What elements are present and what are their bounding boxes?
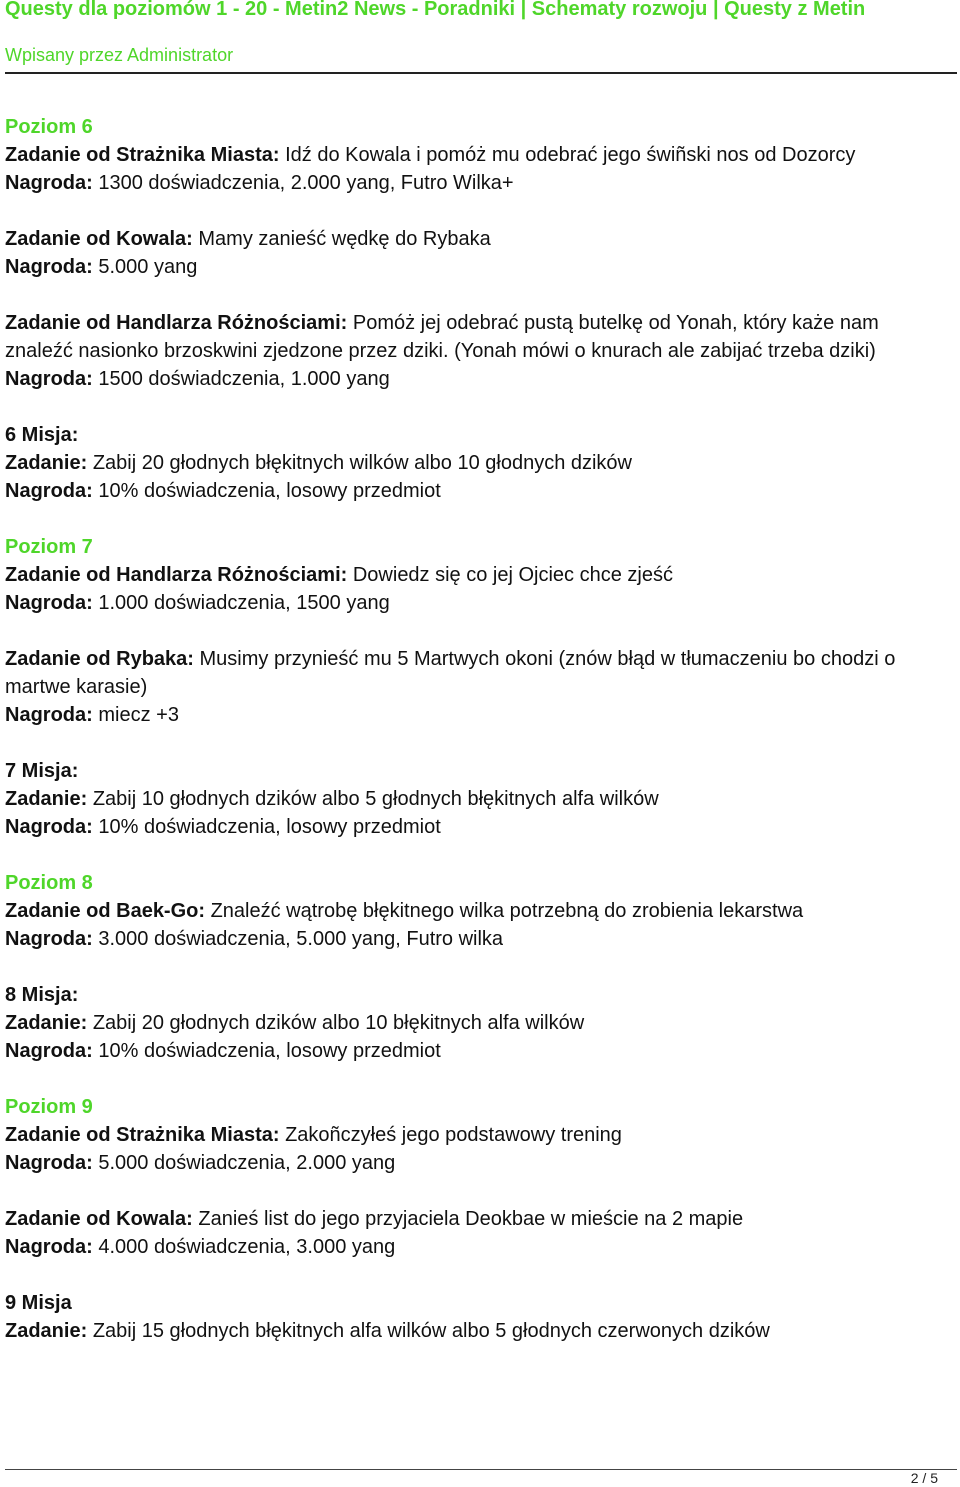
quest-label: Nagroda: <box>5 928 93 950</box>
quest-text: 10% doświadczenia, losowy przedmiot <box>98 816 441 838</box>
quest-label: 9 Misja <box>5 1292 72 1314</box>
paragraph-gap <box>5 1065 950 1093</box>
paragraph-gap <box>5 617 950 645</box>
quest-label: Zadanie od Handlarza Różnościami: <box>5 312 348 334</box>
quest-label: Nagroda: <box>5 816 93 838</box>
quest-label: Zadanie: <box>5 1320 88 1342</box>
quest-label: Zadanie od Baek-Go: <box>5 900 206 922</box>
quest-label: Nagroda: <box>5 592 93 614</box>
paragraph-gap <box>5 197 950 225</box>
quest-line <box>5 253 950 281</box>
quest-text: Pomóż jej odebrać pustą butelkę od Yonah, który każe nam znaleźć nasionko brzoskwini zjedzone przez dziki. (Yonah mówi o knurach ale zabijać trzeba dziki) <box>5 312 879 362</box>
quest-line <box>5 757 950 785</box>
quest-label: Nagroda: <box>5 704 93 726</box>
quest-line <box>5 701 950 729</box>
quest-line <box>5 421 950 449</box>
quest-line <box>5 365 950 393</box>
quest-line <box>5 785 950 813</box>
quest-label: Nagroda: <box>5 1152 93 1174</box>
quest-label: Zadanie od Strażnika Miasta: <box>5 1124 280 1146</box>
quest-label: Zadanie: <box>5 788 88 810</box>
quest-line <box>5 141 950 169</box>
page-number: 2 / 5 <box>910 1470 938 1486</box>
quest-label: Zadanie od Handlarza Różnościami: <box>5 564 348 586</box>
quest-line <box>5 1317 950 1345</box>
quest-label: Nagroda: <box>5 1236 93 1258</box>
quest-label: Nagroda: <box>5 368 93 390</box>
quest-line <box>5 645 950 701</box>
quest-line <box>5 1009 950 1037</box>
author-line: Wpisany przez Administrator <box>5 45 234 65</box>
paragraph-gap <box>5 841 950 869</box>
quest-text: Zanieś list do jego przyjaciela Deokbae w mieście na 2 mapie <box>198 1208 744 1230</box>
page-title: Questy dla poziomów 1 - 20 - Metin2 News - Poradniki | Schematy rozwoju | Questy z Metin <box>5 0 866 20</box>
quest-text: 1.000 doświadczenia, 1500 yang <box>98 592 390 614</box>
quest-line <box>5 813 950 841</box>
quest-text: 5.000 yang <box>98 256 198 278</box>
header-divider <box>5 72 957 74</box>
level-heading: Poziom 9 <box>5 1096 93 1118</box>
quest-line <box>5 897 950 925</box>
quest-line <box>5 1205 950 1233</box>
quest-line <box>5 449 950 477</box>
quest-text: Idź do Kowala i pomóż mu odebrać jego świñski nos od Dozorcy <box>285 144 856 166</box>
quest-text: 10% doświadczenia, losowy przedmiot <box>98 480 441 502</box>
quest-line <box>5 981 950 1009</box>
quest-text: 10% doświadczenia, losowy przedmiot <box>98 1040 441 1062</box>
quest-text: Musimy przynieść mu 5 Martwych okoni (znów błąd w tłumaczeniu bo chodzi o martwe karasie) <box>5 648 896 698</box>
quest-label: Zadanie od Kowala: <box>5 228 193 250</box>
quest-line <box>5 225 950 253</box>
quest-line <box>5 1121 950 1149</box>
paragraph-gap <box>5 281 950 309</box>
quest-text: Znaleźć wątrobę błękitnego wilka potrzebną do zrobienia lekarstwa <box>210 900 804 922</box>
quest-text: Zabij 20 głodnych błękitnych wilków albo 10 głodnych dzików <box>92 452 633 474</box>
quest-text: Zabij 20 głodnych dzików albo 10 błękitnych alfa wilków <box>92 1012 585 1034</box>
quest-label: Nagroda: <box>5 256 93 278</box>
quest-text: 1300 doświadczenia, 2.000 yang, Futro Wilka+ <box>98 172 514 194</box>
level-heading: Poziom 8 <box>5 872 93 894</box>
quest-text: 1500 doświadczenia, 1.000 yang <box>98 368 390 390</box>
quest-label: Nagroda: <box>5 172 93 194</box>
quest-label: Nagroda: <box>5 480 93 502</box>
article-body <box>5 113 950 1345</box>
paragraph-gap <box>5 729 950 757</box>
quest-line <box>5 477 950 505</box>
quest-line <box>5 561 950 589</box>
quest-label: 8 Misja: <box>5 984 79 1006</box>
quest-label: Zadanie od Kowala: <box>5 1208 193 1230</box>
quest-label: Zadanie od Strażnika Miasta: <box>5 144 280 166</box>
quest-label: Zadanie: <box>5 452 88 474</box>
quest-text: Zabij 15 głodnych błękitnych alfa wilków albo 5 głodnych czerwonych dzików <box>92 1320 770 1342</box>
quest-text: 5.000 doświadczenia, 2.000 yang <box>98 1152 396 1174</box>
quest-text: 4.000 doświadczenia, 3.000 yang <box>98 1236 396 1258</box>
quest-label: Zadanie: <box>5 1012 88 1034</box>
paragraph-gap <box>5 1177 950 1205</box>
level-heading: Poziom 7 <box>5 536 93 558</box>
quest-text: Zakoñczyłeś jego podstawowy trening <box>285 1124 622 1146</box>
paragraph-gap <box>5 505 950 533</box>
quest-label: Zadanie od Rybaka: <box>5 648 194 670</box>
quest-line <box>5 169 950 197</box>
quest-line <box>5 589 950 617</box>
quest-text: 3.000 doświadczenia, 5.000 yang, Futro wilka <box>98 928 504 950</box>
quest-line <box>5 925 950 953</box>
quest-label: 7 Misja: <box>5 760 79 782</box>
quest-text: Mamy zanieść wędkę do Rybaka <box>198 228 491 250</box>
paragraph-gap <box>5 953 950 981</box>
footer-divider <box>5 1469 957 1470</box>
quest-line <box>5 1037 950 1065</box>
quest-text: Zabij 10 głodnych dzików albo 5 głodnych błękitnych alfa wilków <box>92 788 659 810</box>
quest-text: Dowiedz się co jej Ojciec chce zjeść <box>352 564 673 586</box>
paragraph-gap <box>5 1261 950 1289</box>
quest-text: miecz +3 <box>98 704 179 726</box>
quest-line <box>5 1289 950 1317</box>
quest-line <box>5 1233 950 1261</box>
paragraph-gap <box>5 393 950 421</box>
quest-line <box>5 309 950 365</box>
quest-label: 6 Misja: <box>5 424 79 446</box>
quest-line <box>5 1149 950 1177</box>
quest-label: Nagroda: <box>5 1040 93 1062</box>
level-heading: Poziom 6 <box>5 116 93 138</box>
